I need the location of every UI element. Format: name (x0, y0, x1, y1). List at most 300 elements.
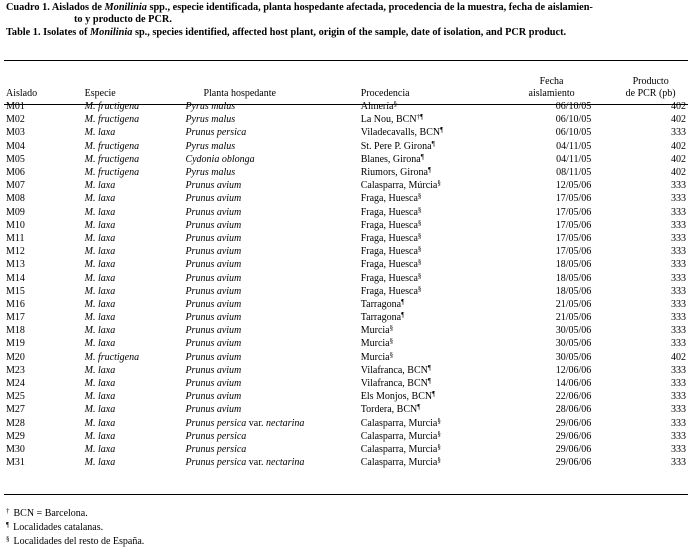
cell-planta (185, 179, 360, 192)
cell-planta (185, 245, 360, 258)
species-name: M. laxa (84, 325, 116, 337)
table-row (4, 456, 688, 469)
cell-especie (85, 219, 186, 232)
species-name: M. laxa (84, 443, 116, 455)
cell-aislado: M01 (6, 101, 25, 113)
table-row (4, 311, 688, 324)
cell-pcr: 333 (671, 325, 686, 337)
header-procedencia: Procedencia (360, 88, 410, 99)
species-name: M. laxa (84, 285, 116, 297)
table-row (4, 232, 688, 245)
table-row (4, 192, 688, 205)
cell-procedencia (361, 258, 488, 271)
cell-planta (185, 377, 360, 390)
origin-footnote-mark: § (417, 192, 422, 201)
cell-planta (185, 324, 360, 337)
table-row (4, 298, 688, 311)
cell-especie (85, 285, 186, 298)
origin-text: Fraga, Huesca (360, 232, 418, 244)
cell-pcr: 333 (671, 259, 686, 271)
cell-fecha: 17/05/06 (555, 219, 592, 231)
host-name: Prunus persica (185, 443, 247, 455)
cell-planta (185, 206, 360, 219)
cell-especie (85, 417, 186, 430)
cell-planta (185, 100, 360, 113)
cell-aislado: M27 (6, 404, 25, 416)
cell-aislado: M09 (6, 206, 25, 218)
species-name: M. laxa (84, 417, 116, 429)
cell-procedencia (361, 100, 488, 113)
table-row (4, 271, 688, 284)
origin-footnote-mark: § (417, 245, 422, 254)
origin-footnote-mark: ¶ (440, 126, 444, 135)
host-name: Prunus persica (185, 417, 247, 429)
cell-especie (85, 324, 186, 337)
origin-footnote-mark: § (417, 205, 422, 214)
cell-pcr: 402 (671, 153, 686, 165)
cell-aislado: M12 (6, 246, 25, 258)
species-name: M. laxa (84, 193, 116, 205)
species-name: M. laxa (84, 404, 116, 416)
cell-aislado: M19 (6, 338, 25, 350)
cell-fecha: 06/10/05 (555, 127, 592, 139)
cell-pcr: 333 (671, 457, 686, 469)
cell-procedencia (361, 126, 488, 139)
table-row (4, 206, 688, 219)
table-row (4, 443, 688, 456)
cell-procedencia (361, 113, 488, 126)
origin-text: Calasparra, Múrcia (360, 180, 438, 192)
cell-planta (185, 271, 360, 284)
cell-aislado: M11 (6, 232, 25, 244)
host-name: Prunus persica (185, 127, 247, 139)
header-pcr: Producto de PCR (pb) (625, 76, 676, 99)
cell-planta (185, 140, 360, 153)
origin-text: Calasparra, Murcia (360, 417, 438, 429)
origin-text: Fraga, Huesca (360, 193, 418, 205)
species-name: M. fructigena (84, 101, 140, 113)
cell-aislado: M10 (6, 219, 25, 231)
cell-procedencia (361, 324, 488, 337)
cell-procedencia (361, 285, 488, 298)
cell-fecha: 06/10/05 (555, 101, 592, 113)
host-name: Prunus avium (185, 404, 242, 416)
origin-text: Fraga, Huesca (360, 206, 418, 218)
cell-aislado: M16 (6, 298, 25, 310)
cell-fecha: 04/11/05 (556, 140, 592, 152)
origin-text: Vilafranca, BCN (360, 378, 428, 390)
cell-pcr: 333 (671, 378, 686, 390)
host-name: Pyrus malus (185, 140, 236, 152)
cell-especie (85, 443, 186, 456)
cell-fecha: 22/06/06 (555, 391, 592, 403)
cell-fecha: 04/11/05 (556, 153, 592, 165)
cell-especie (85, 377, 186, 390)
cell-planta (185, 126, 360, 139)
cell-planta (185, 430, 360, 443)
cell-especie (85, 311, 186, 324)
origin-footnote-mark: ¶ (431, 139, 435, 148)
species-name: M. laxa (84, 378, 116, 390)
table-row (4, 100, 688, 113)
cell-aislado: M17 (6, 312, 25, 324)
bottom-rule (4, 494, 688, 495)
header-planta: Planta hospedante (203, 88, 276, 99)
cell-fecha: 30/05/06 (555, 351, 592, 363)
species-name: M. laxa (84, 232, 116, 244)
cell-aislado: M29 (6, 430, 25, 442)
cell-planta (185, 285, 360, 298)
host-name: Prunus avium (185, 206, 242, 218)
cell-aislado: M13 (6, 259, 25, 271)
cell-aislado: M31 (6, 457, 25, 469)
cell-fecha: 28/06/06 (555, 404, 592, 416)
cell-especie (85, 403, 186, 416)
cell-fecha: 30/05/06 (555, 325, 592, 337)
origin-footnote-mark: § (393, 100, 397, 109)
host-name: Prunus avium (185, 364, 242, 376)
table-row (4, 285, 688, 298)
cell-procedencia (361, 206, 488, 219)
cell-especie (85, 100, 186, 113)
origin-footnote-mark: § (417, 284, 422, 293)
cell-pcr: 333 (671, 404, 686, 416)
cell-procedencia (361, 443, 488, 456)
species-name: M. laxa (84, 457, 116, 469)
table-row (4, 219, 688, 232)
cell-planta (185, 258, 360, 271)
table-row (4, 140, 688, 153)
cell-procedencia (361, 337, 488, 350)
species-name: M. laxa (84, 364, 116, 376)
host-name: Prunus avium (185, 272, 242, 284)
cell-fecha: 18/05/06 (555, 272, 592, 284)
footnote-bcn: † BCN = Barcelona. (6, 507, 88, 519)
table-caption (6, 2, 688, 39)
cell-especie (85, 337, 186, 350)
cell-especie (85, 351, 186, 364)
cell-especie (85, 179, 186, 192)
species-name: M. laxa (84, 338, 116, 350)
cell-procedencia (361, 417, 488, 430)
cell-aislado: M06 (6, 167, 25, 179)
cell-especie (85, 140, 186, 153)
origin-text: Blanes, Girona (360, 153, 421, 165)
host-name: Prunus avium (185, 180, 242, 192)
cell-especie (85, 126, 186, 139)
origin-footnote-mark: § (437, 416, 441, 425)
cell-pcr: 333 (671, 430, 686, 442)
cell-pcr: 333 (671, 193, 686, 205)
cell-especie (85, 456, 186, 469)
origin-text: St. Pere P. Girona (360, 140, 432, 152)
cell-procedencia (361, 377, 488, 390)
cell-aislado: M24 (6, 378, 25, 390)
cell-fecha: 17/05/06 (555, 193, 592, 205)
cell-planta (185, 232, 360, 245)
species-name: M. fructigena (84, 140, 140, 152)
host-var-name: nectarina (266, 457, 305, 469)
cell-fecha: 08/11/05 (556, 167, 592, 179)
cell-especie (85, 192, 186, 205)
cell-fecha: 06/10/05 (555, 114, 592, 126)
origin-footnote-mark: ¶ (417, 403, 421, 412)
cell-pcr: 333 (671, 364, 686, 376)
cell-fecha: 17/05/06 (555, 246, 592, 258)
table-row (4, 245, 688, 258)
host-name: Prunus avium (185, 285, 242, 297)
cell-fecha: 30/05/06 (555, 338, 592, 350)
cell-fecha: 14/06/06 (555, 378, 592, 390)
host-name: Prunus persica (185, 430, 247, 442)
origin-footnote-mark: § (437, 179, 441, 188)
cell-especie (85, 258, 186, 271)
cell-planta (185, 153, 360, 166)
cell-pcr: 333 (671, 219, 686, 231)
origin-footnote-mark: ¶ (427, 363, 432, 372)
origin-text: Almería (360, 101, 394, 113)
cell-procedencia (361, 456, 488, 469)
host-name: Prunus avium (185, 312, 242, 324)
origin-footnote-mark: ¶ (401, 297, 405, 306)
species-name: M. fructigena (84, 114, 140, 126)
cell-pcr: 402 (671, 140, 686, 152)
table-row (4, 113, 688, 126)
cell-procedencia (361, 219, 488, 232)
cell-procedencia (361, 430, 488, 443)
origin-text: Tarragona (360, 312, 402, 324)
origin-text: La Nou, BCN (360, 114, 417, 126)
isolates-table (4, 60, 688, 469)
cell-procedencia (361, 166, 488, 179)
origin-text: Vilafranca, BCN (360, 364, 428, 376)
cell-pcr: 333 (671, 180, 686, 192)
species-name: M. laxa (84, 272, 116, 284)
origin-text: Fraga, Huesca (360, 219, 418, 231)
footnotes (6, 507, 144, 549)
cell-planta (185, 417, 360, 430)
table-row (4, 377, 688, 390)
cell-planta (185, 351, 360, 364)
table-row (4, 166, 688, 179)
cell-planta (185, 311, 360, 324)
origin-text: Calasparra, Murcia (360, 443, 438, 455)
cell-fecha: 29/06/06 (555, 457, 592, 469)
cell-pcr: 402 (671, 167, 686, 179)
cell-planta (185, 298, 360, 311)
table-row (4, 403, 688, 416)
header-fecha: Fecha aislamiento (528, 76, 575, 99)
host-name: Prunus persica (185, 457, 247, 469)
caption-en: Table 1. Isolates of Monilinia sp., species identified, affected host plant, origin of the sample, date of isolation, and PCR product. (6, 27, 567, 38)
host-name: Pyrus malus (185, 167, 236, 179)
table-row (4, 126, 688, 139)
cell-procedencia (361, 364, 488, 377)
origin-text: Fraga, Huesca (360, 259, 418, 271)
cell-aislado: M18 (6, 325, 25, 337)
origin-footnote-mark: ¶ (420, 152, 424, 161)
cell-pcr: 333 (671, 443, 686, 455)
table-row (4, 351, 688, 364)
cell-planta (185, 364, 360, 377)
cell-aislado: M20 (6, 351, 25, 363)
species-name: M. laxa (84, 206, 116, 218)
footnote-catalanas: ¶ Localidades catalanas. (6, 521, 104, 533)
origin-footnote-mark: § (417, 218, 422, 227)
cell-pcr: 333 (671, 272, 686, 284)
caption-es: Cuadro 1. Aislados de Monilinia spp., especie identificada, planta hospedante afectada, procedencia de la muestra, fecha de aislamien- to y producto de PCR. (6, 2, 593, 25)
cell-aislado: M08 (6, 193, 25, 205)
host-name: Prunus avium (185, 298, 242, 310)
cell-pcr: 333 (671, 391, 686, 403)
cell-aislado: M02 (6, 114, 25, 126)
cell-planta (185, 403, 360, 416)
species-name: M. laxa (84, 298, 116, 310)
cell-aislado: M25 (6, 391, 25, 403)
cell-especie (85, 153, 186, 166)
header-aislado: Aislado (6, 88, 38, 99)
cell-pcr: 333 (671, 338, 686, 350)
cell-aislado: M07 (6, 180, 25, 192)
cell-fecha: 12/06/06 (555, 364, 592, 376)
origin-text: Riumors, Girona (360, 167, 428, 179)
table-row (4, 417, 688, 430)
cell-pcr: 333 (671, 417, 686, 429)
host-var-label: var. (246, 417, 267, 429)
cell-procedencia (361, 192, 488, 205)
cell-procedencia (361, 140, 488, 153)
origin-footnote-mark: § (389, 337, 394, 346)
cell-fecha: 29/06/06 (555, 430, 592, 442)
host-name: Pyrus malus (185, 101, 236, 113)
table-row (4, 390, 688, 403)
cell-planta (185, 443, 360, 456)
cell-especie (85, 206, 186, 219)
cell-procedencia (361, 232, 488, 245)
host-name: Prunus avium (185, 232, 242, 244)
cell-pcr: 402 (671, 351, 686, 363)
origin-footnote-mark: § (417, 258, 422, 267)
host-name: Prunus avium (185, 338, 242, 350)
cell-planta (185, 390, 360, 403)
origin-footnote-mark: § (389, 350, 394, 359)
origin-text: Calasparra, Murcia (360, 430, 438, 442)
cell-aislado: M15 (6, 285, 25, 297)
species-name: M. laxa (84, 259, 116, 271)
cell-especie (85, 364, 186, 377)
host-name: Cydonia oblonga (185, 153, 255, 165)
origin-footnote-mark: ¶ (427, 166, 432, 175)
origin-footnote-mark: § (417, 231, 422, 240)
origin-text: Fraga, Huesca (360, 272, 418, 284)
host-name: Prunus avium (185, 259, 242, 271)
origin-text: Tarragona (360, 298, 402, 310)
host-name: Prunus avium (185, 219, 242, 231)
cell-pcr: 333 (671, 246, 686, 258)
cell-planta (185, 166, 360, 179)
host-var-label: var. (246, 457, 267, 469)
cell-especie (85, 298, 186, 311)
cell-planta (185, 337, 360, 350)
host-name: Prunus avium (185, 246, 242, 258)
cell-procedencia (361, 351, 488, 364)
cell-procedencia (361, 403, 488, 416)
cell-pcr: 333 (671, 206, 686, 218)
origin-text: Tordera, BCN (360, 404, 418, 416)
cell-fecha: 29/06/06 (555, 443, 592, 455)
species-name: M. laxa (84, 219, 116, 231)
cell-aislado: M28 (6, 417, 25, 429)
cell-fecha: 12/05/06 (555, 180, 592, 192)
cell-pcr: 402 (671, 114, 686, 126)
species-name: M. fructigena (84, 351, 140, 363)
table-row (4, 337, 688, 350)
host-name: Pyrus malus (185, 114, 236, 126)
cell-fecha: 18/05/06 (555, 285, 592, 297)
table-header (4, 60, 688, 100)
cell-especie (85, 271, 186, 284)
table-row (4, 430, 688, 443)
species-name: M. laxa (84, 127, 116, 139)
origin-footnote-mark: ¶ (427, 377, 432, 386)
origin-text: Els Monjos, BCN (360, 391, 433, 403)
cell-especie (85, 166, 186, 179)
origin-text: Fraga, Huesca (360, 246, 418, 258)
cell-procedencia (361, 179, 488, 192)
origin-footnote-mark: § (437, 456, 441, 465)
cell-especie (85, 232, 186, 245)
host-name: Prunus avium (185, 193, 242, 205)
cell-fecha: 21/05/06 (555, 312, 592, 324)
cell-pcr: 333 (671, 127, 686, 139)
species-name: M. laxa (84, 180, 116, 192)
species-name: M. laxa (84, 430, 116, 442)
cell-planta (185, 113, 360, 126)
cell-aislado: M04 (6, 140, 25, 152)
origin-footnote-mark: ¶ (401, 311, 405, 320)
cell-procedencia (361, 245, 488, 258)
origin-footnote-mark: †¶ (416, 113, 424, 122)
cell-pcr: 333 (671, 312, 686, 324)
cell-pcr: 333 (671, 285, 686, 297)
host-name: Prunus avium (185, 325, 242, 337)
origin-footnote-mark: § (437, 429, 441, 438)
cell-aislado: M14 (6, 272, 25, 284)
table-row (4, 179, 688, 192)
cell-aislado: M30 (6, 443, 25, 455)
footnote-espana: § Localidades del resto de España. (6, 535, 145, 547)
table-body (4, 100, 688, 469)
species-name: M. laxa (84, 246, 116, 258)
cell-aislado: M03 (6, 127, 25, 139)
origin-footnote-mark: ¶ (432, 390, 436, 399)
origin-text: Calasparra, Murcia (360, 457, 438, 469)
header-rule (4, 104, 688, 105)
table-row (4, 364, 688, 377)
cell-procedencia (361, 311, 488, 324)
cell-fecha: 17/05/06 (555, 232, 592, 244)
species-name: M. fructigena (84, 153, 140, 165)
cell-procedencia (361, 271, 488, 284)
species-name: M. laxa (84, 391, 116, 403)
origin-text: Murcia (360, 351, 390, 363)
cell-procedencia (361, 390, 488, 403)
cell-planta (185, 456, 360, 469)
cell-especie (85, 113, 186, 126)
cell-planta (185, 192, 360, 205)
cell-fecha: 18/05/06 (555, 259, 592, 271)
host-name: Prunus avium (185, 391, 242, 403)
